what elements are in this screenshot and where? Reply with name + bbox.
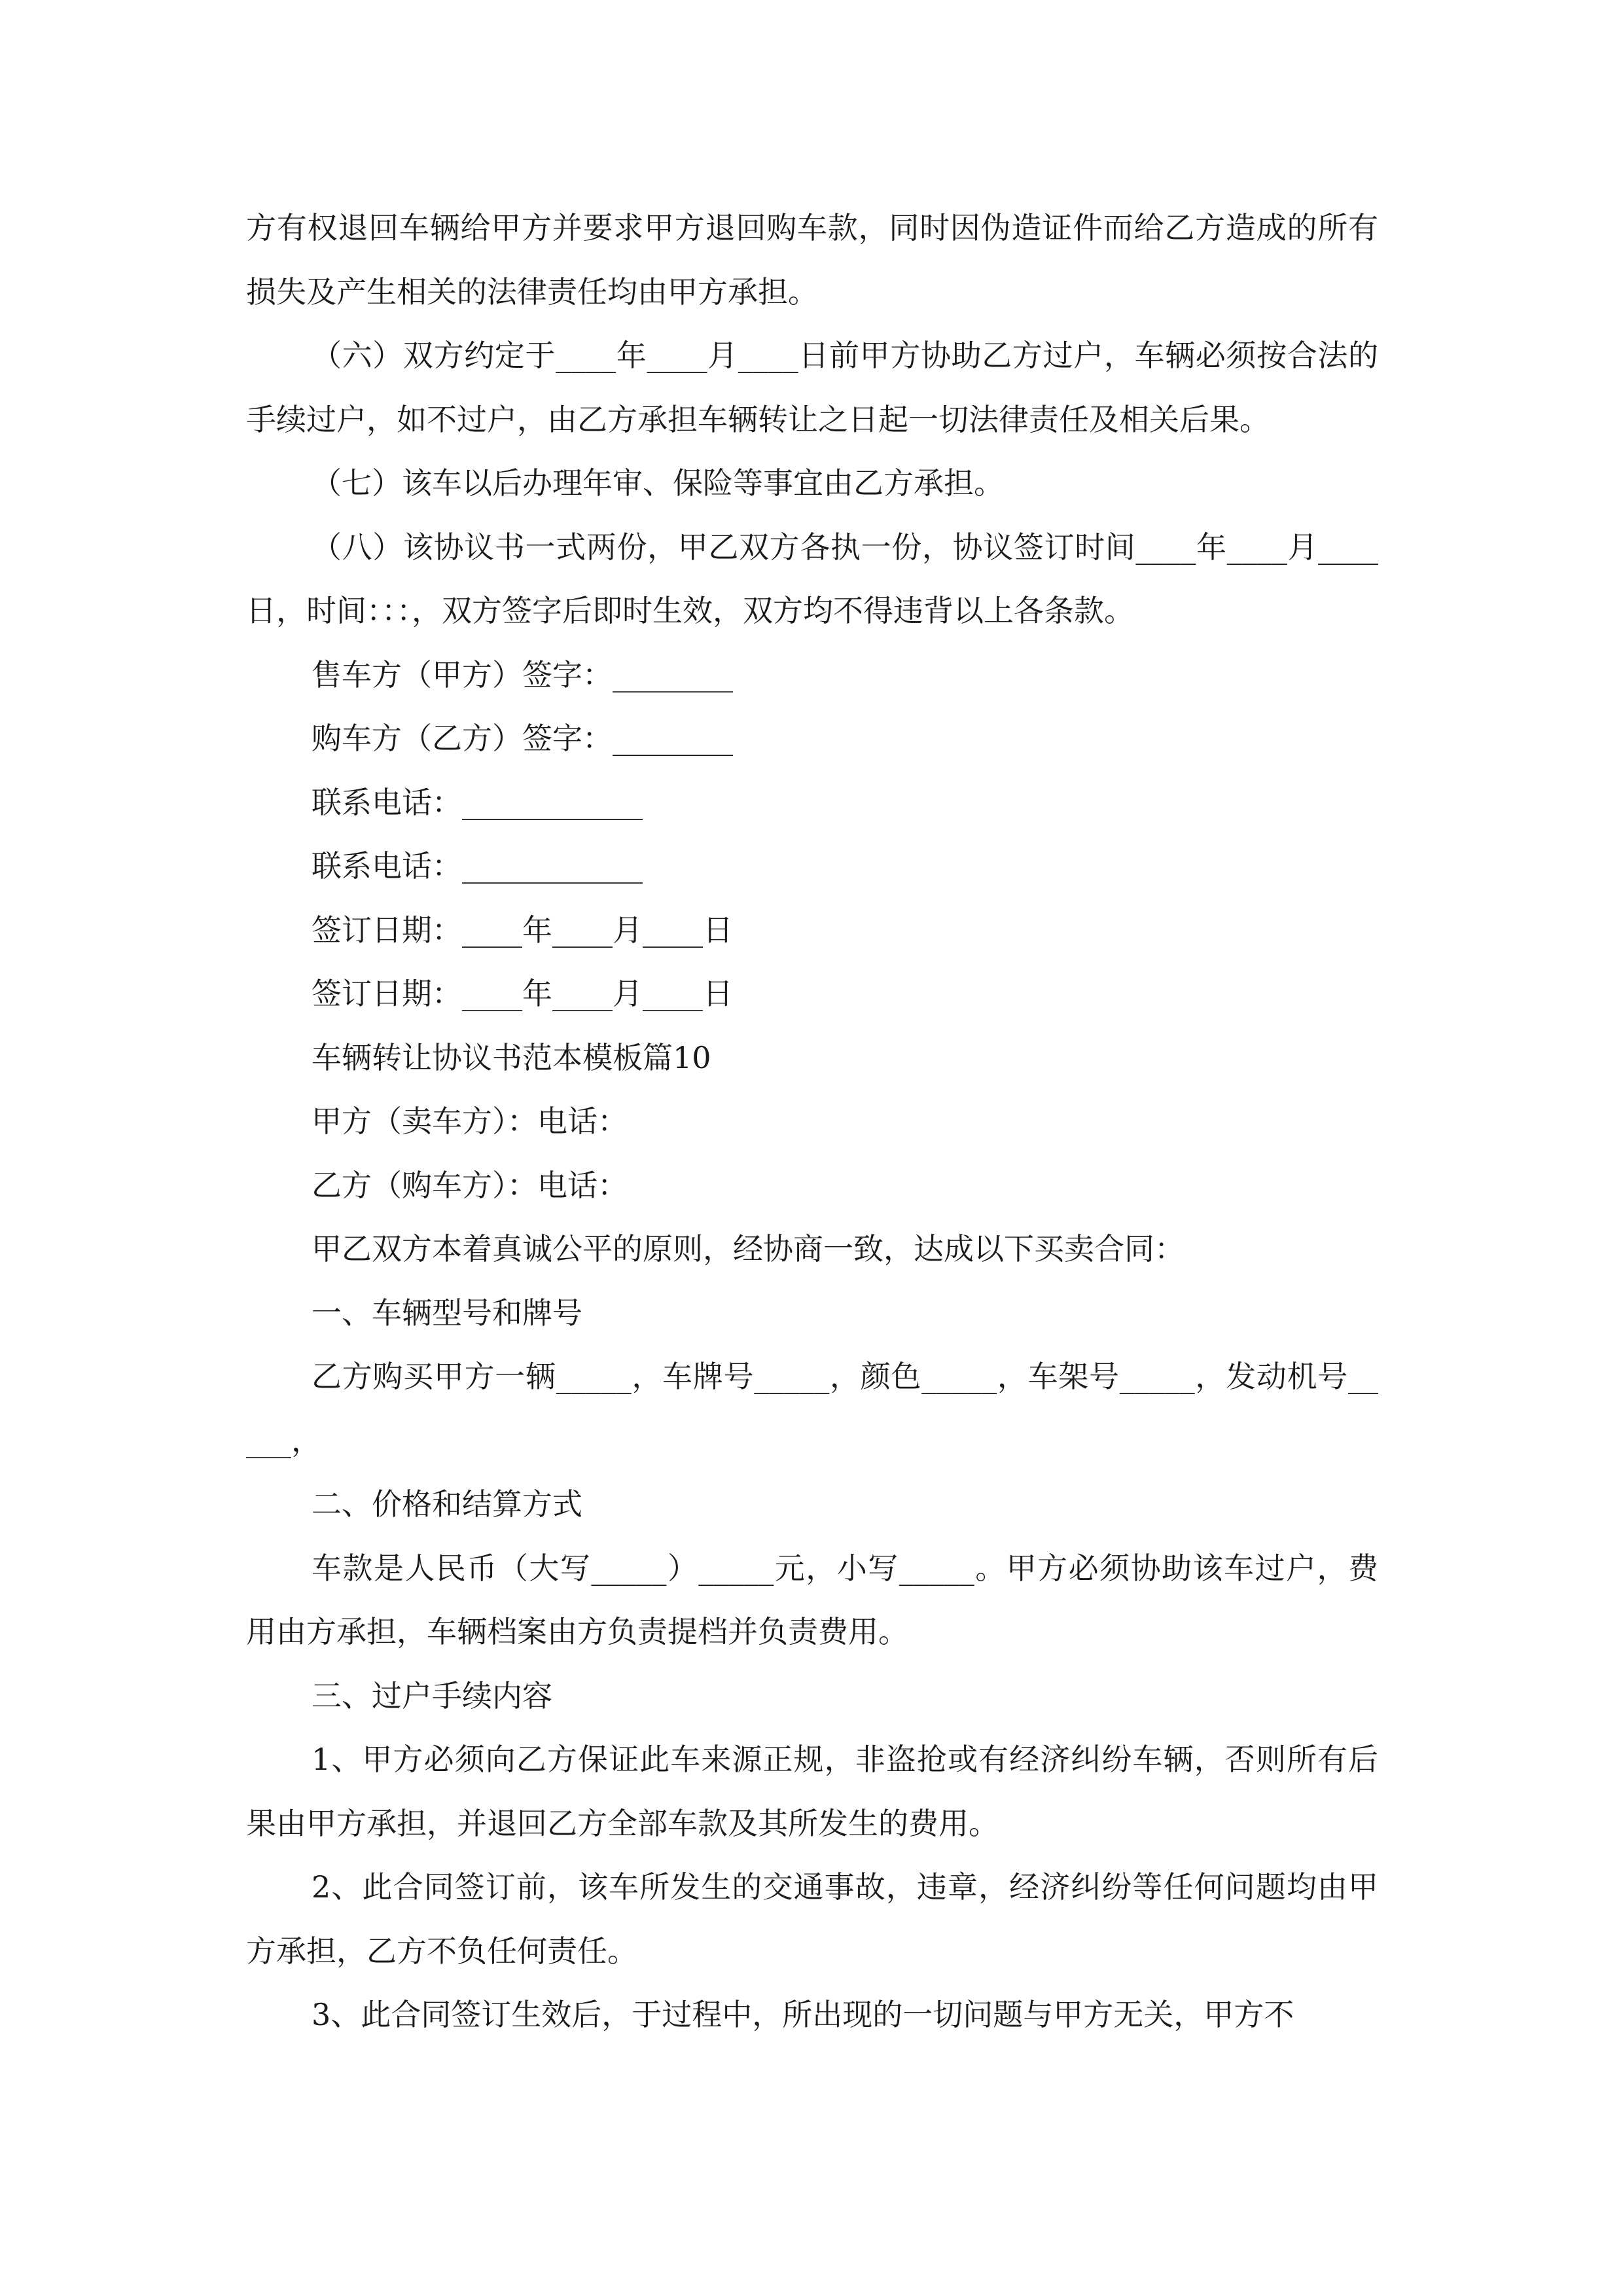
party-a-line: 甲方（卖车方）：电话： — [312, 1103, 628, 1139]
signing-date-line-2: 签订日期：____年____月____日 — [312, 976, 733, 1011]
heading-vehicle-model: 一、车辆型号和牌号 — [312, 1295, 582, 1331]
signing-date-line-1: 签订日期：____年____月____日 — [312, 912, 733, 948]
section-title-template-10: 车辆转让协议书范本模板篇10 — [312, 1039, 711, 1075]
paragraph-item-3: 3、此合同签订生效后，于过程中，所出现的一切问题与甲方无关，甲方不 — [312, 1997, 1294, 2032]
paragraph-price-details: 车款是人民币（大写_____）_____元，小写_____。甲方必须协助该车过户，费用由方承担，车辆档案由方负责提档并负责费用。 — [246, 1550, 1378, 1649]
heading-price-settlement: 二、价格和结算方式 — [312, 1486, 582, 1522]
paragraph-vehicle-details: 乙方购买甲方一辆_____，车牌号_____，颜色_____，车架号_____，发动机号_____， — [246, 1359, 1379, 1458]
party-b-line: 乙方（购车方）：电话： — [312, 1167, 628, 1203]
heading-transfer-procedures: 三、过户手续内容 — [312, 1677, 552, 1713]
buyer-signature-line: 购车方（乙方）签字：________ — [312, 721, 733, 756]
paragraph-item-2: 2、此合同签订前，该车所发生的交通事故，违章，经济纠纷等任何问题均由甲方承担，乙方不负任何责任。 — [246, 1869, 1378, 1969]
paragraph-clause-8: （八）该协议书一式两份，甲乙双方各执一份，协议签订时间____年____月____日，时间：：：，双方签字后即时生效，双方均不得违背以上各条款。 — [246, 529, 1378, 628]
agreement-intro: 甲乙双方本着真诚公平的原则，经协商一致，达成以下买卖合同： — [312, 1231, 1185, 1266]
contact-phone-line-1: 联系电话：____________ — [312, 784, 643, 820]
seller-signature-line: 售车方（甲方）签字：________ — [312, 656, 733, 692]
paragraph-item-1: 1、甲方必须向乙方保证此车来源正规，非盗抢或有经济纠纷车辆，否则所有后果由甲方承担，并退回乙方全部车款及其所发生的费用。 — [246, 1742, 1378, 1841]
contact-phone-line-2: 联系电话：____________ — [312, 848, 643, 884]
paragraph-clause-7: （七）该车以后办理年审、保险等事宜由乙方承担。 — [312, 465, 1004, 501]
document-body — [246, 196, 1378, 2047]
paragraph-refund-clause: 方有权退回车辆给甲方并要求甲方退回购车款，同时因伪造证件而给乙方造成的所有损失及产生相关的法律责任均由甲方承担。 — [246, 210, 1378, 310]
paragraph-clause-6: （六）双方约定于____年____月____日前甲方协助乙方过户，车辆必须按合法的手续过户，如不过户，由乙方承担车辆转让之日起一切法律责任及相关后果。 — [246, 338, 1378, 437]
